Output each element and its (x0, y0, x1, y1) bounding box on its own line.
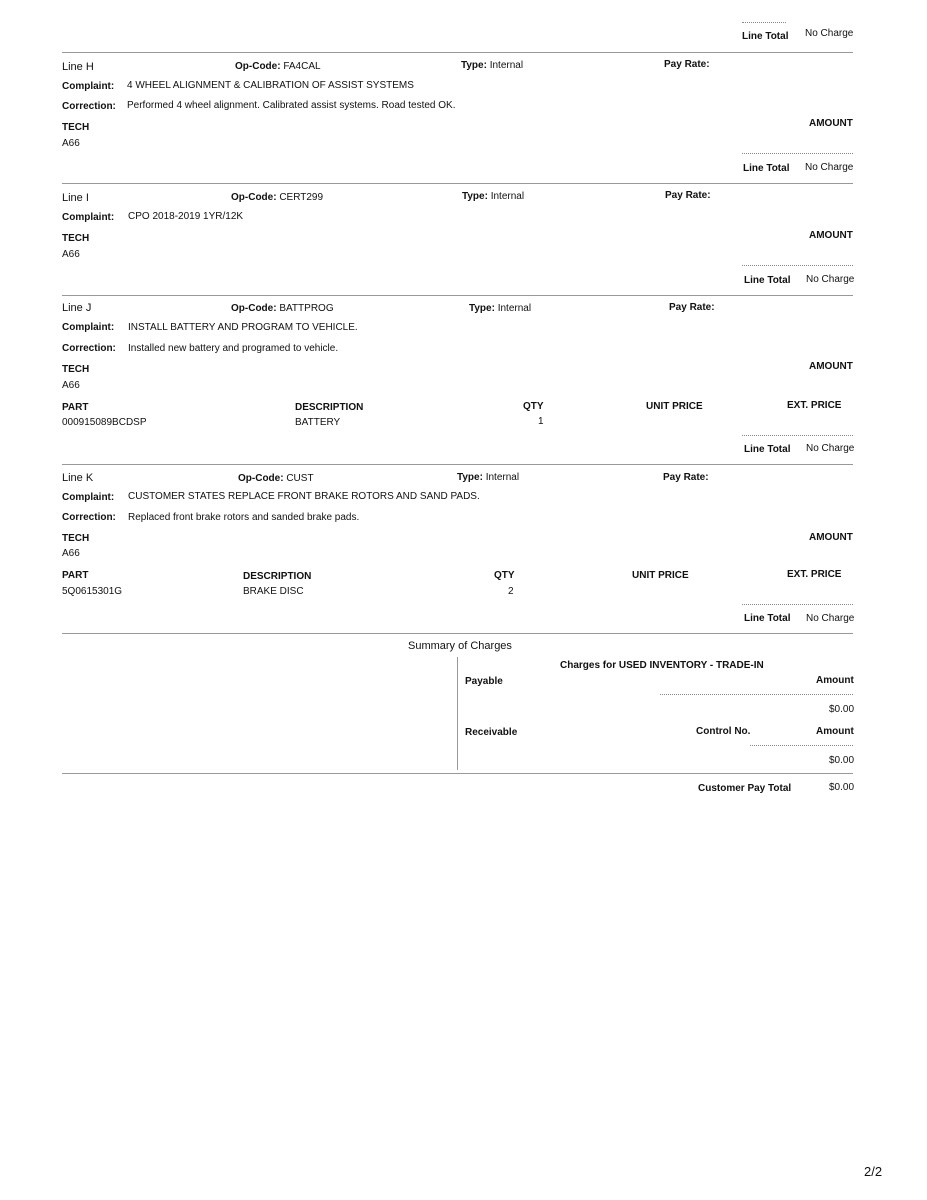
customer-pay-total-label: Customer Pay Total (698, 783, 792, 794)
line-total-label: Line Total (744, 275, 791, 286)
line-name: Line I (62, 192, 89, 204)
correction-text: Replaced front brake rotors and sanded brake pads. (128, 512, 360, 523)
amount-label: AMOUNT (809, 230, 853, 241)
part-description: BRAKE DISC (243, 586, 304, 597)
qty-header: QTY (494, 570, 515, 581)
type (461, 60, 523, 71)
tech-value: A66 (62, 138, 80, 149)
type (457, 472, 519, 483)
tech-value: A66 (62, 249, 80, 260)
op-code-label: Op-Code: (235, 61, 281, 72)
line-total-value: No Charge (806, 274, 855, 285)
tech-label: TECH (62, 122, 90, 133)
complaint-label: Complaint: (62, 492, 115, 503)
tech-value: A66 (62, 548, 80, 559)
description-header: DESCRIPTION (295, 402, 364, 413)
ext-price-header: EXT. PRICE (787, 400, 842, 411)
charges-for-heading: Charges for USED INVENTORY - TRADE-IN (560, 660, 764, 671)
type-value: Internal (485, 472, 520, 483)
correction-label: Correction: (62, 512, 116, 523)
complaint-label: Complaint: (62, 212, 115, 223)
op-code (231, 192, 323, 203)
complaint-text: 4 WHEEL ALIGNMENT & CALIBRATION OF ASSIST SYSTEMS (127, 80, 414, 91)
part-header: PART (62, 570, 89, 581)
payable-amount-label: Amount (816, 675, 854, 686)
line-total-label: Line Total (744, 613, 791, 624)
type-label: Type: (462, 191, 488, 202)
receivable-label: Receivable (465, 727, 518, 738)
line-total-value: No Charge (806, 443, 855, 454)
amount-label: AMOUNT (809, 361, 853, 372)
unit-price-header: UNIT PRICE (646, 401, 703, 412)
part-header: PART (62, 402, 89, 413)
type-value: Internal (497, 303, 532, 314)
description-header: DESCRIPTION (243, 571, 312, 582)
line-name: Line H (62, 61, 94, 73)
line-name: Line J (62, 302, 92, 314)
complaint-text: CPO 2018-2019 1YR/12K (128, 211, 244, 222)
line-total-value: No Charge (805, 162, 854, 173)
amount-label: AMOUNT (809, 532, 853, 543)
pay-rate-label: Pay Rate: (665, 190, 711, 201)
type (462, 191, 524, 202)
payable-label: Payable (465, 676, 503, 687)
correction-text: Performed 4 wheel alignment. Calibrated assist systems. Road tested OK. (127, 100, 456, 111)
tech-value: A66 (62, 380, 80, 391)
summary-title: Summary of Charges (408, 640, 512, 652)
type-label: Type: (457, 472, 483, 483)
op-code-label: Op-Code: (231, 303, 277, 314)
op-code-value: BATTPROG (279, 303, 334, 314)
customer-pay-total: $0.00 (829, 782, 855, 793)
complaint-text: CUSTOMER STATES REPLACE FRONT BRAKE ROTORS AND SAND PADS. (128, 491, 480, 502)
line-total-label: Line Total (744, 444, 791, 455)
receivable-amount-label: Amount (816, 726, 854, 737)
line-total-value: No Charge (805, 28, 854, 39)
line-total-label: Line Total (743, 163, 790, 174)
part-qty: 2 (508, 586, 514, 597)
pay-rate-label: Pay Rate: (669, 302, 715, 313)
ext-price-header: EXT. PRICE (787, 569, 842, 580)
qty-header: QTY (523, 401, 544, 412)
type-value: Internal (489, 60, 524, 71)
op-code-label: Op-Code: (231, 192, 277, 203)
control-no-label: Control No. (696, 726, 751, 737)
part-description: BATTERY (295, 417, 341, 428)
op-code (235, 61, 321, 72)
type-label: Type: (461, 60, 487, 71)
pay-rate-label: Pay Rate: (664, 59, 710, 70)
receivable-amount: $0.00 (829, 755, 855, 766)
page-number: 2/2 (864, 1164, 883, 1179)
part-number: 5Q0615301G (62, 586, 123, 597)
line-total-label: Line Total (742, 31, 789, 42)
op-code (238, 473, 314, 484)
op-code-value: CUST (286, 473, 314, 484)
op-code-label: Op-Code: (238, 473, 284, 484)
correction-label: Correction: (62, 343, 116, 354)
part-number: 000915089BCDSP (62, 417, 147, 428)
type-value: Internal (490, 191, 525, 202)
complaint-label: Complaint: (62, 322, 115, 333)
type-label: Type: (469, 303, 495, 314)
op-code-value: CERT299 (279, 192, 324, 203)
amount-label: AMOUNT (809, 118, 853, 129)
complaint-text: INSTALL BATTERY AND PROGRAM TO VEHICLE. (128, 322, 358, 333)
line-name: Line K (62, 472, 94, 484)
tech-label: TECH (62, 364, 90, 375)
op-code-value: FA4CAL (283, 61, 321, 72)
unit-price-header: UNIT PRICE (632, 570, 689, 581)
line-total-value: No Charge (806, 613, 855, 624)
tech-label: TECH (62, 533, 90, 544)
correction-text: Installed new battery and programed to vehicle. (128, 343, 339, 354)
complaint-label: Complaint: (62, 81, 115, 92)
part-qty: 1 (538, 416, 544, 427)
payable-amount: $0.00 (829, 704, 855, 715)
op-code (231, 303, 334, 314)
tech-label: TECH (62, 233, 90, 244)
pay-rate-label: Pay Rate: (663, 472, 709, 483)
type (469, 303, 531, 314)
correction-label: Correction: (62, 101, 116, 112)
